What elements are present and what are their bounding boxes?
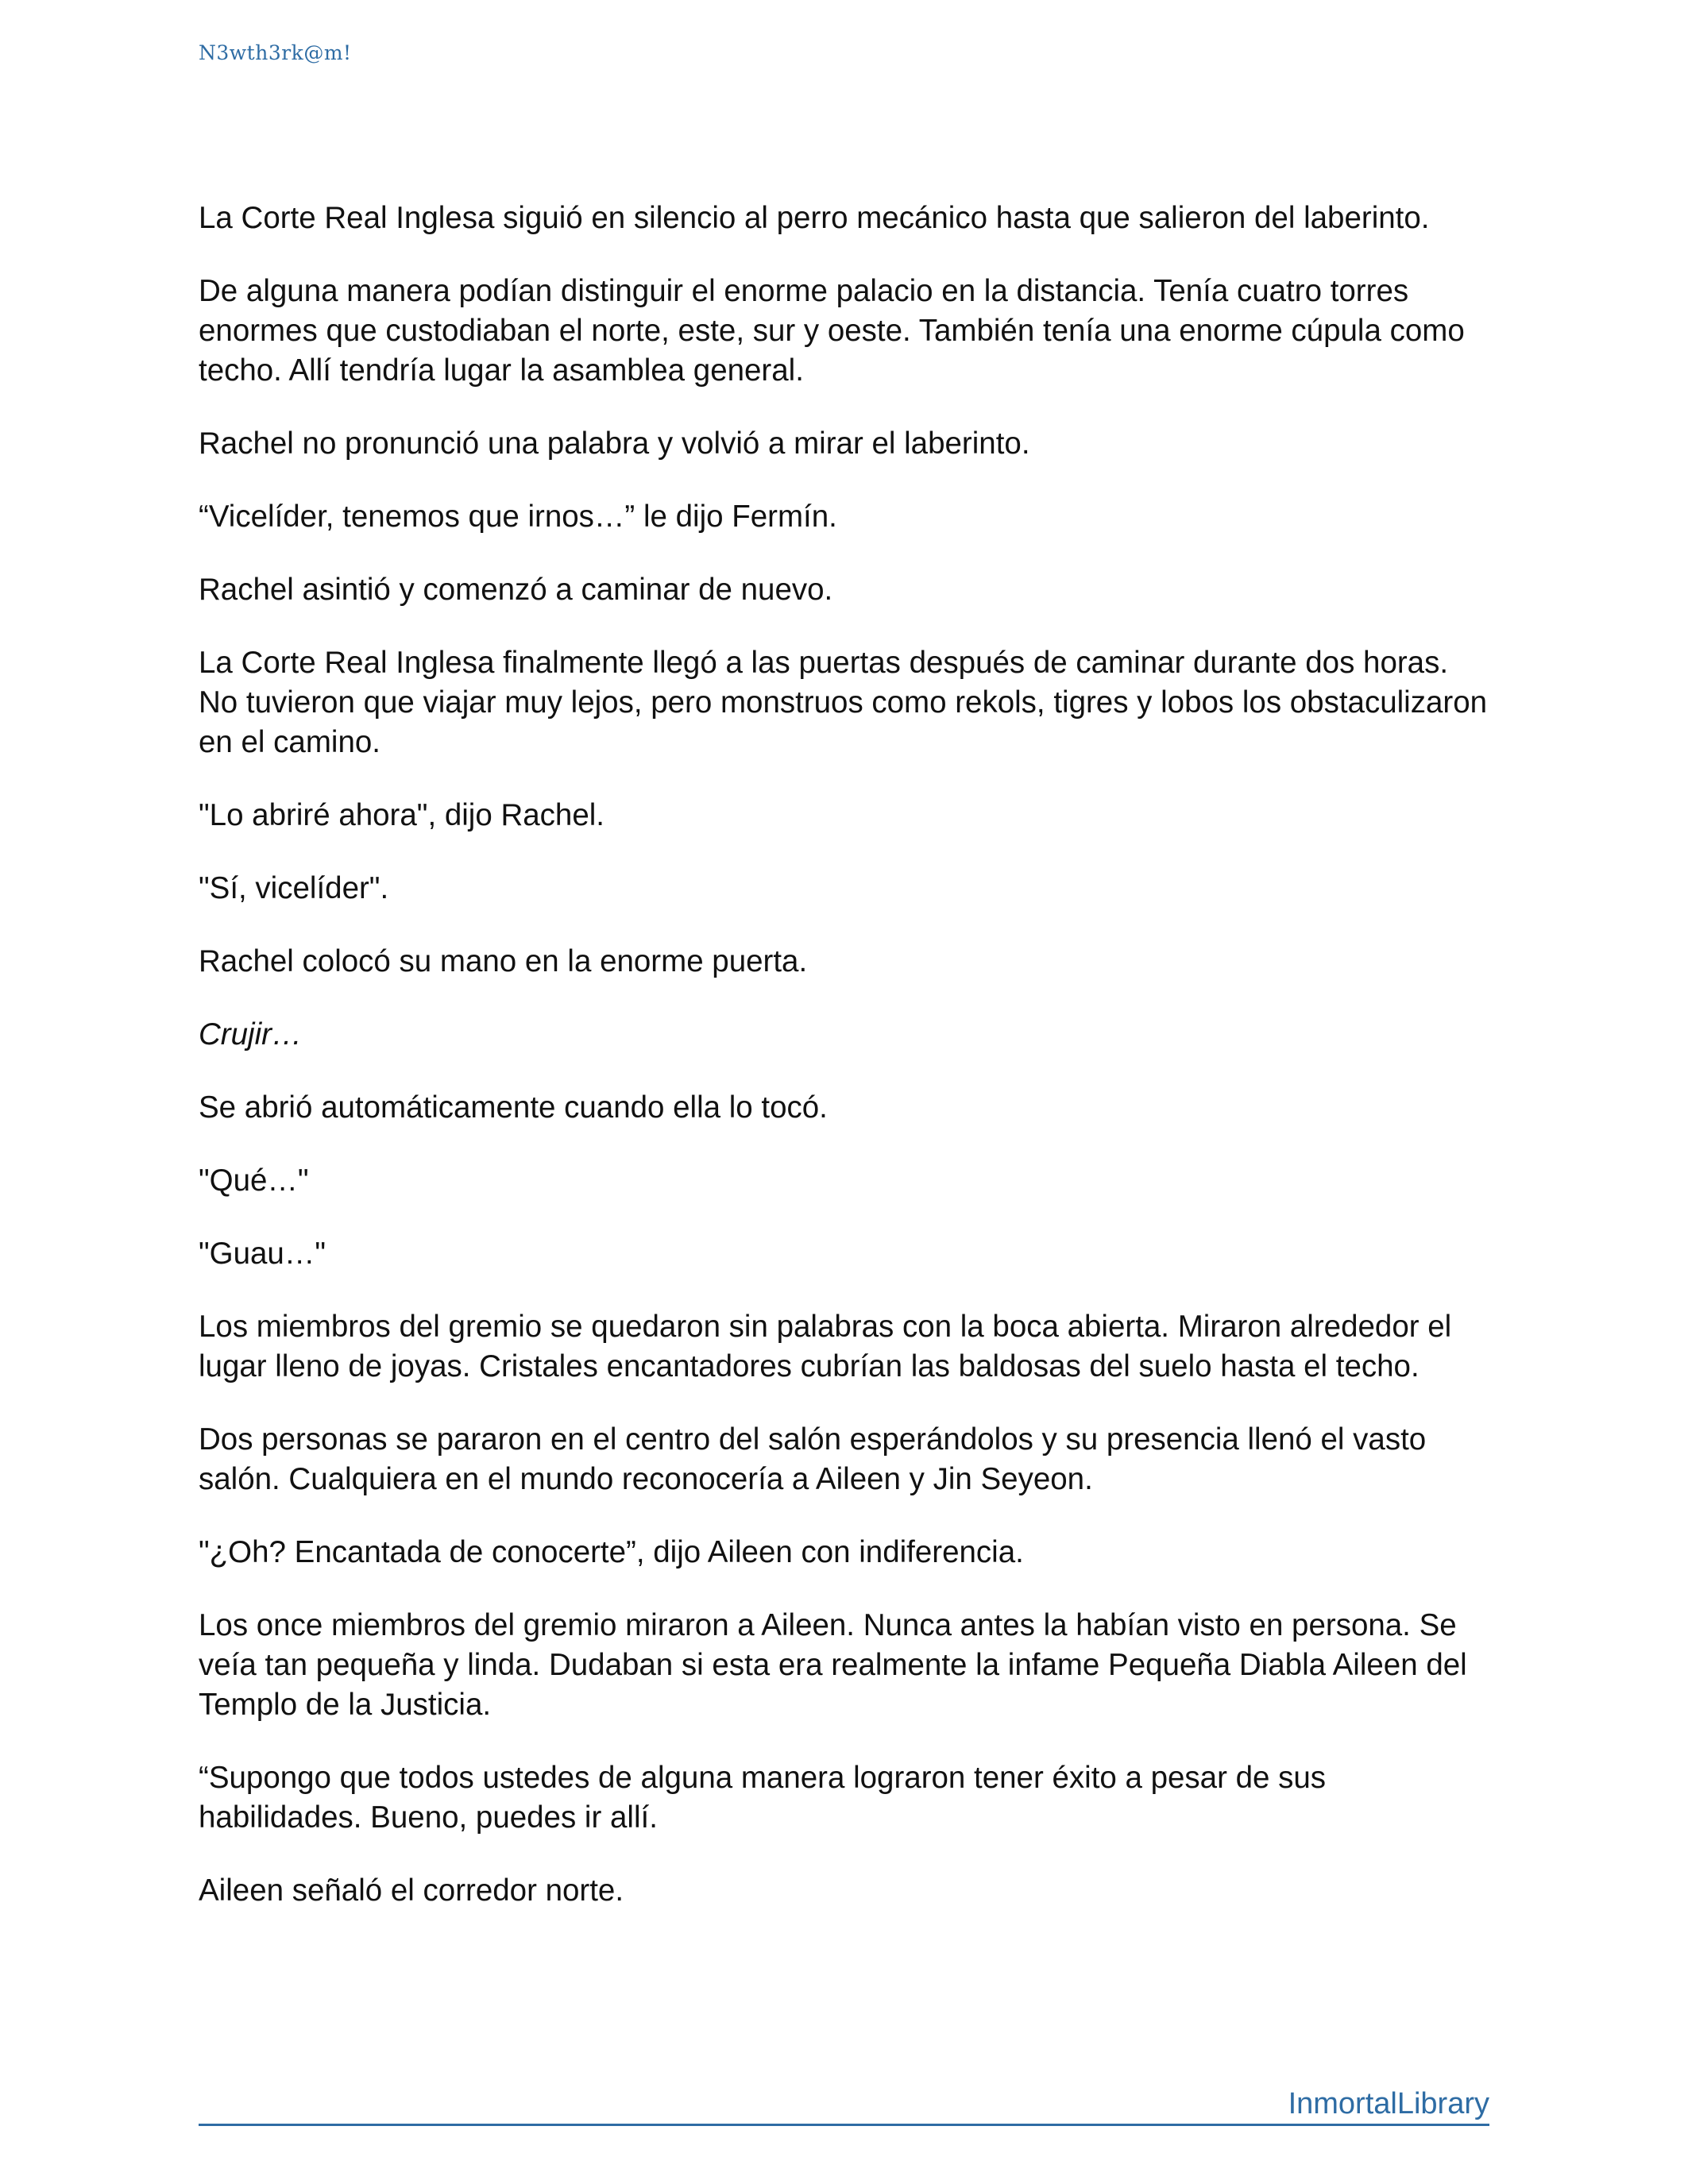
document-body <box>199 199 1493 1944</box>
paragraph: Aileen señaló el corredor norte. <box>199 1873 624 1908</box>
paragraph: "¿Oh? Encantada de conocerte”, dijo Aileen con indiferencia. <box>199 1535 1024 1569</box>
paragraph: Se abrió automáticamente cuando ella lo tocó. <box>199 1090 828 1125</box>
paragraph: "Qué…" <box>199 1163 309 1198</box>
footer-rule <box>199 2084 1489 2126</box>
paragraph: "Guau…" <box>199 1237 326 1271</box>
footer-link[interactable]: InmortalLibrary <box>1288 2087 1489 2120</box>
paragraph-sound-effect: Crujir… <box>199 1017 303 1051</box>
paragraph: Los once miembros del gremio miraron a Aileen. Nunca antes la habían visto en persona. Se veía tan pequeña y linda. Dudaban si esta era realmente la infame Pequeña Diabla Aileen del Templo de la Justicia. <box>199 1608 1467 1722</box>
paragraph: Rachel colocó su mano en la enorme puerta. <box>199 944 808 978</box>
paragraph: Dos personas se pararon en el centro del salón esperándolos y su presencia llenó el vasto salón. Cualquiera en el mundo reconocería a Aileen y Jin Seyeon. <box>199 1422 1427 1496</box>
paragraph: “Vicelíder, tenemos que irnos…” le dijo Fermín. <box>199 500 837 534</box>
paragraph: Rachel no pronunció una palabra y volvió a mirar el laberinto. <box>199 426 1030 461</box>
paragraph: La Corte Real Inglesa finalmente llegó a las puertas después de caminar durante dos horas. No tuvieron que viajar muy lejos, pero monstruos como rekols, tigres y lobos los obstaculizaron en el camino. <box>199 646 1488 759</box>
paragraph: "Lo abriré ahora", dijo Rachel. <box>199 798 605 832</box>
paragraph: “Supongo que todos ustedes de alguna manera lograron tener éxito a pesar de sus habilidades. Bueno, puedes ir allí. <box>199 1761 1327 1835</box>
paragraph: De alguna manera podían distinguir el enorme palacio en la distancia. Tenía cuatro torres enormes que custodiaban el norte, este, sur y oeste. También tenía una enorme cúpula como techo. Allí tendría lugar la asamblea general. <box>199 274 1465 388</box>
paragraph: Los miembros del gremio se quedaron sin palabras con la boca abierta. Miraron alrededor el lugar lleno de joyas. Cristales encantadores cubrían las baldosas del suelo hasta el techo. <box>199 1310 1452 1383</box>
paragraph: La Corte Real Inglesa siguió en silencio al perro mecánico hasta que salieron del laberinto. <box>199 201 1430 235</box>
paragraph: "Sí, vicelíder". <box>199 871 389 905</box>
header-watermark: N3wth3rk@m! <box>199 41 352 64</box>
paragraph: Rachel asintió y comenzó a caminar de nuevo. <box>199 573 833 607</box>
